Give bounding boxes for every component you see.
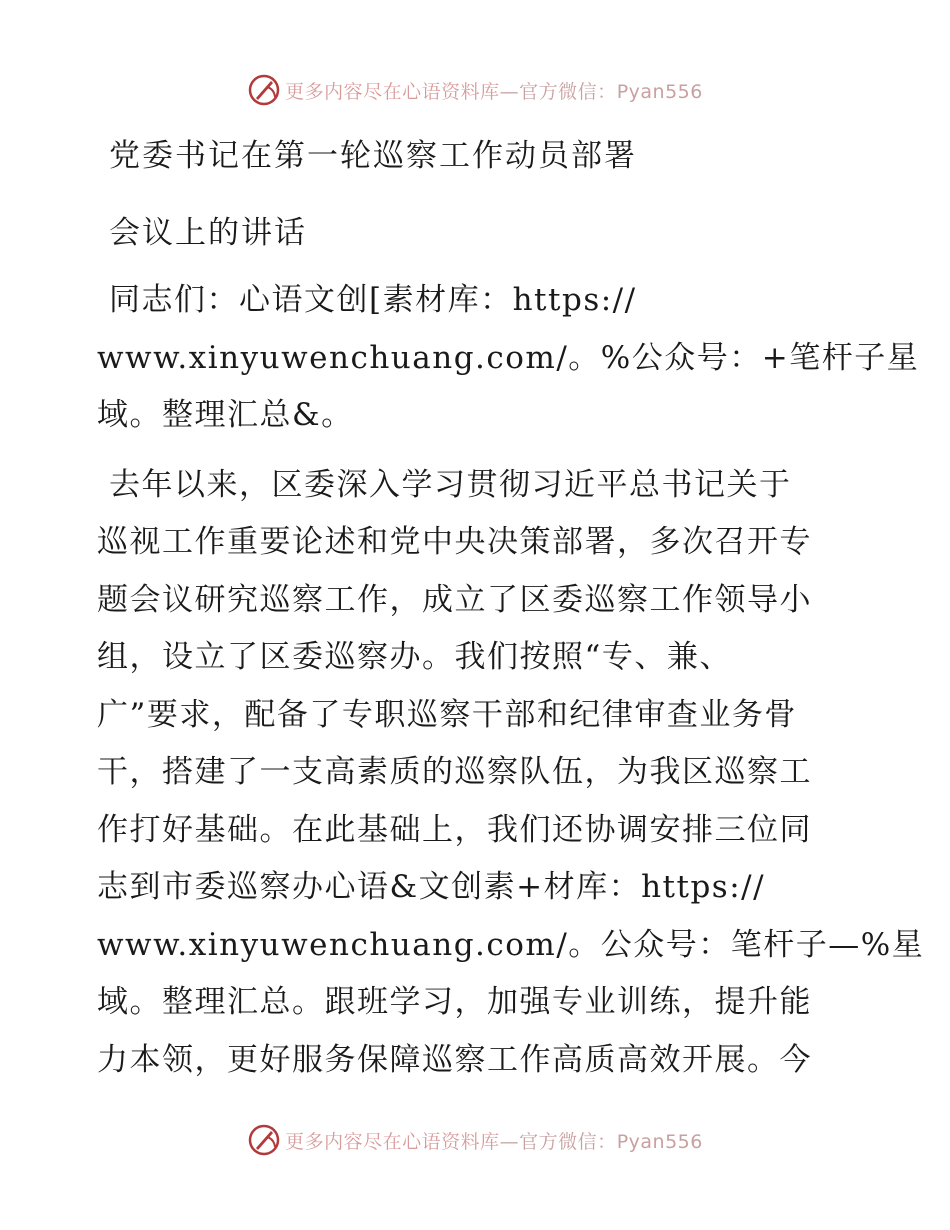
paragraph-line: 广”要求，配备了专职巡察干部和纪律审查业务骨 xyxy=(97,696,797,733)
paragraph-line: 题会议研究巡察工作，成立了区委巡察工作领导小 xyxy=(97,581,812,618)
watermark-main: 更多内容尽在心语资料库 xyxy=(285,1130,500,1153)
watermark-official: 官方微信： xyxy=(519,1130,617,1153)
paragraph-line: 组，设立了区委巡察办。我们按照“专、兼、 xyxy=(97,639,732,675)
paragraph-line: 巡视工作重要论述和党中央决策部署，多次召开专 xyxy=(97,524,812,560)
paragraph-line: 作打好基础。在此基础上，我们还协调安排三位同 xyxy=(97,811,812,848)
watermark-separator: — xyxy=(499,1130,520,1153)
document-title-line-1: 党委书记在第一轮巡察工作动员部署 xyxy=(109,138,637,174)
watermark-wechat-id: Pyan556 xyxy=(616,80,703,103)
paragraph-line: www.xinyuwenchuang.com/。%公众号：+笔杆子星 xyxy=(97,339,920,376)
footer-watermark xyxy=(0,1120,950,1160)
document-title-line-2: 会议上的讲话 xyxy=(109,215,307,251)
paragraph-1 xyxy=(97,272,920,445)
document-body xyxy=(97,118,925,1089)
watermark-separator: — xyxy=(499,80,520,103)
quill-logo-icon xyxy=(247,1123,281,1157)
watermark-wechat-id: Pyan556 xyxy=(616,1130,703,1153)
watermark-official: 官方微信： xyxy=(519,80,617,103)
quill-logo-icon xyxy=(247,73,281,107)
watermark-text xyxy=(285,1127,703,1154)
paragraph-line: 去年以来，区委深入学习贯彻习近平总书记关于 xyxy=(109,466,792,503)
paragraph-2 xyxy=(97,457,925,1090)
watermark-main: 更多内容尽在心语资料库 xyxy=(285,80,500,103)
paragraph-line: 域。整理汇总。跟班学习，加强专业训练，提升能 xyxy=(97,984,812,1020)
paragraph-line: 域。整理汇总&。 xyxy=(97,397,354,433)
paragraph-line: 志到市委巡察办心语&文创素+材库：https:// xyxy=(97,869,766,905)
watermark-text xyxy=(285,77,703,104)
paragraph-line: 力本领，更好服务保障巡察工作高质高效开展。今 xyxy=(97,1041,812,1078)
paragraph-line: www.xinyuwenchuang.com/。公众号：笔杆子—%星 xyxy=(97,926,925,963)
paragraph-gap xyxy=(97,445,857,457)
paragraph-line: 干，搭建了一支高素质的巡察队伍，为我区巡察工 xyxy=(97,754,812,790)
paragraph-line: 同志们：心语文创[素材库：https:// xyxy=(109,282,637,318)
header-watermark xyxy=(0,70,950,110)
